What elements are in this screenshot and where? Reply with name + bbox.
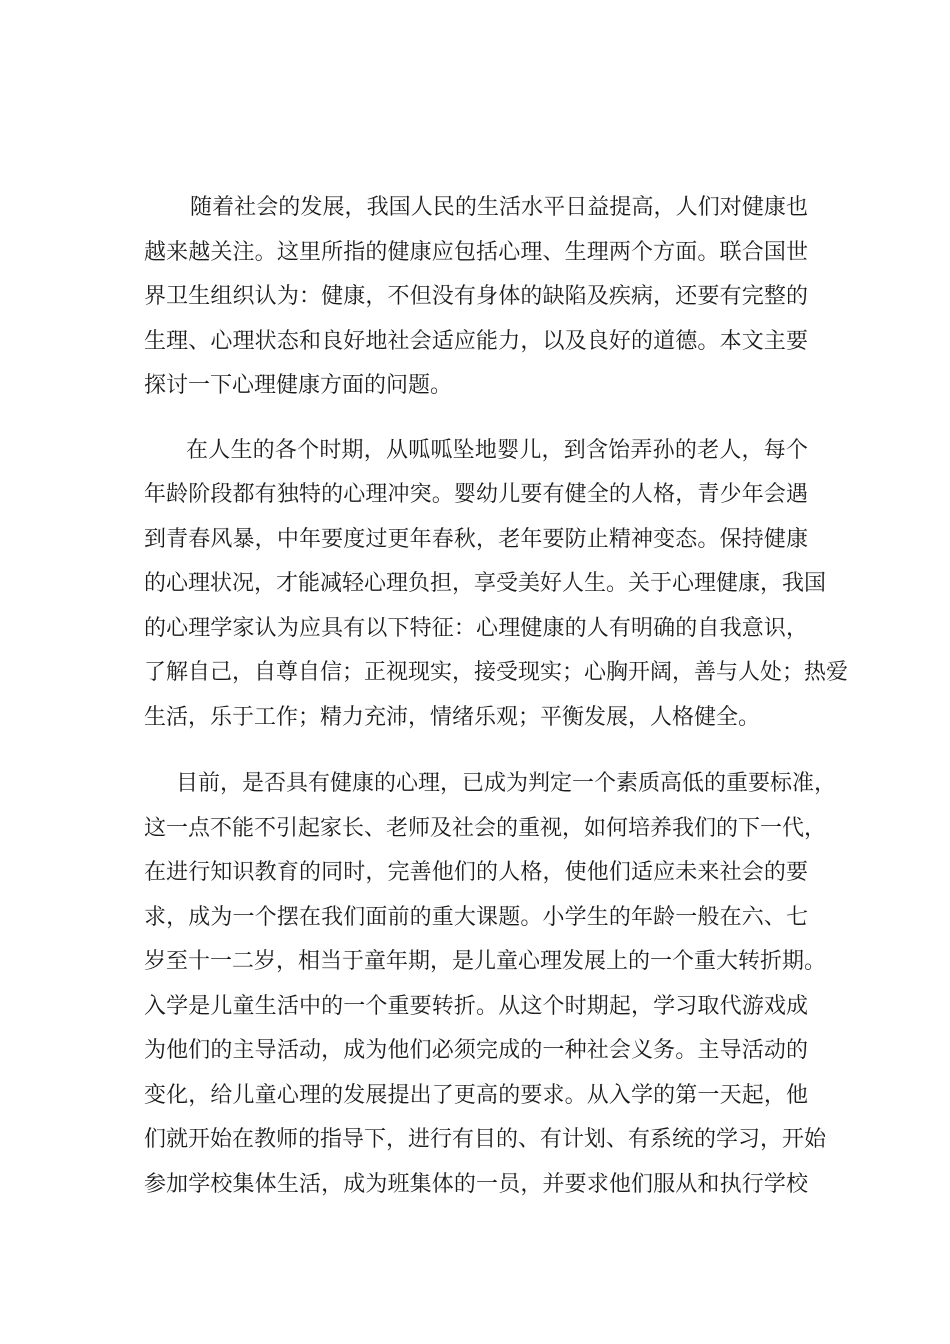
- text-line: 在人生的各个时期，从呱呱坠地婴儿，到含饴弄孙的老人，每个: [186, 437, 808, 463]
- paragraph-3: [144, 762, 837, 1207]
- text-line: 求，成为一个摆在我们面前的重大课题。小学生的年龄一般在六、七: [144, 904, 808, 930]
- paragraph-1: [144, 186, 808, 409]
- document-body: [144, 186, 849, 1207]
- text-line: 的心理学家认为应具有以下特征：心理健康的人有明确的自我意识，: [144, 615, 808, 641]
- text-line: 随着社会的发展，我国人民的生活水平日益提高，人们对健康也: [190, 195, 808, 220]
- text-line: 探讨一下心理健康方面的问题。: [144, 373, 453, 398]
- text-line: 越来越关注。这里所指的健康应包括心理、生理两个方面。联合国世: [144, 239, 808, 265]
- text-line: 为他们的主导活动，成为他们必须完成的一种社会义务。主导活动的: [144, 1038, 808, 1063]
- text-line: 入学是儿童生活中的一个重要转折。从这个时期起，学习取代游戏成: [144, 993, 808, 1019]
- text-line: 生活，乐于工作；精力充沛，情绪乐观；平衡发展，人格健全。: [144, 704, 761, 730]
- text-line: 到青春风暴，中年要度过更年春秋，老年要防止精神变态。保持健康: [144, 526, 808, 552]
- text-line: 的心理状况，才能减轻心理负担，享受美好人生。关于心理健康，我国: [144, 571, 827, 596]
- text-line: 在进行知识教育的同时，完善他们的人格，使他们适应未来社会的要: [144, 860, 808, 885]
- text-line: 参加学校集体生活，成为班集体的一员，并要求他们服从和执行学校: [144, 1171, 808, 1197]
- text-line: 年龄阶段都有独特的心理冲突。婴幼儿要有健全的人格，青少年会遇: [144, 482, 808, 507]
- text-line: 岁至十一二岁，相当于童年期，是儿童心理发展上的一个重大转折期。: [144, 949, 827, 974]
- text-line: 这一点不能不引起家长、老师及社会的重视，如何培养我们的下一代，: [144, 815, 827, 841]
- text-line: 界卫生组织认为：健康，不但没有身体的缺陷及疾病，还要有完整的: [144, 284, 808, 309]
- text-line: 了解自己，自尊自信；正视现实，接受现实；心胸开阔，善与人处；热爱: [144, 660, 849, 685]
- text-line: 生理、心理状态和良好地社会适应能力，以及良好的道德。本文主要: [144, 328, 808, 354]
- text-line: 目前，是否具有健康的心理，已成为判定一个素质高低的重要标准，: [176, 771, 837, 796]
- text-line: 变化，给儿童心理的发展提出了更高的要求。从入学的第一天起，他: [144, 1082, 808, 1108]
- paragraph-2: [144, 429, 849, 741]
- text-line: 们就开始在教师的指导下，进行有目的、有计划、有系统的学习，开始: [144, 1127, 827, 1152]
